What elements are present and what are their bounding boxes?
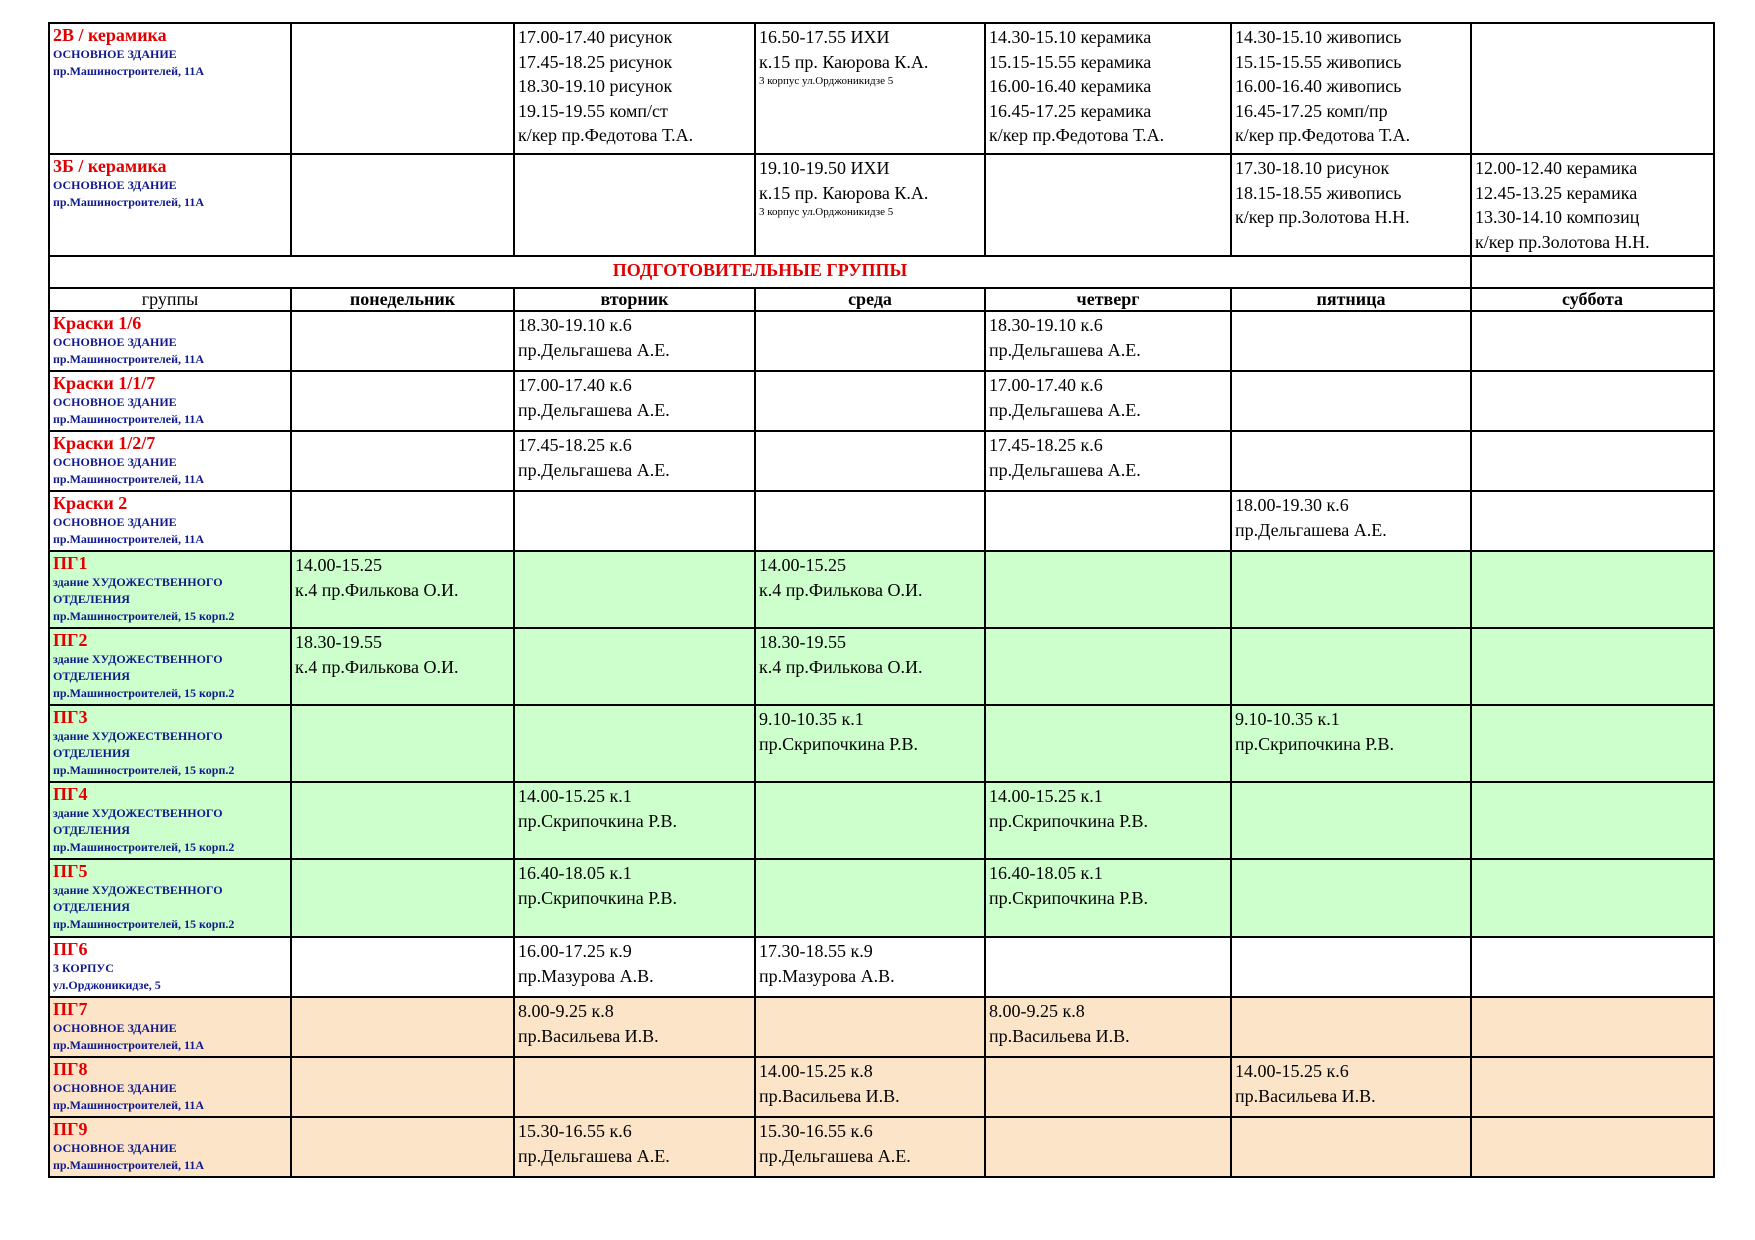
schedule-line: пр.Дельгашева А.Е. (518, 399, 670, 420)
group-building: здание ХУДОЖЕСТВЕННОГО ОТДЕЛЕНИЯ (53, 729, 223, 760)
schedule-line: 17.45-18.25 рисунок (518, 51, 673, 72)
schedule-cell (1471, 551, 1714, 628)
table-row (49, 491, 1714, 551)
schedule-cell (1231, 551, 1471, 628)
schedule-line: 13.30-14.10 композиц (1475, 207, 1640, 227)
group-name: Краски 1/1/7 (53, 373, 156, 393)
schedule-cell (1231, 311, 1471, 371)
group-building: ОСНОВНОЕ ЗДАНИЕ (53, 47, 177, 61)
group-name: Краски 2 (53, 493, 128, 513)
schedule-line: пр.Дельгашева А.Е. (518, 459, 670, 480)
schedule-line: пр.Скрипочкина Р.В. (989, 810, 1149, 831)
group-address: пр.Машиностроителей, 15 корп.2 (53, 609, 235, 623)
group-address: ул.Орджоникидзе, 5 (53, 978, 161, 992)
schedule-line: 15.15-15.55 живопись (1235, 51, 1402, 72)
schedule-table (48, 22, 1715, 1178)
schedule-line: 16.00-17.25 к.9 (518, 941, 632, 961)
schedule-cell (1231, 782, 1471, 859)
schedule-line: 14.00-15.25 к.1 (518, 786, 632, 806)
schedule-line: пр.Васильева И.В. (989, 1025, 1130, 1046)
schedule-cell (1471, 1057, 1714, 1117)
schedule-line: 14.30-15.10 керамика (989, 27, 1152, 47)
schedule-line: 15.30-16.55 к.6 (759, 1121, 873, 1141)
schedule-cell (1471, 705, 1714, 782)
group-building: ОСНОВНОЕ ЗДАНИЕ (53, 178, 177, 192)
group-cell (49, 1117, 291, 1177)
group-address: пр.Машиностроителей, 11А (53, 412, 205, 426)
group-address: пр.Машиностроителей, 11А (53, 1158, 205, 1172)
schedule-cell (755, 705, 985, 782)
schedule-cell (755, 859, 985, 937)
schedule-line: 17.00-17.40 к.6 (518, 375, 632, 395)
section-empty-cell (1471, 256, 1714, 288)
group-building: здание ХУДОЖЕСТВЕННОГО ОТДЕЛЕНИЯ (53, 806, 223, 837)
header-fri: пятница (1231, 288, 1471, 311)
schedule-cell (514, 1057, 755, 1117)
schedule-cell (1231, 431, 1471, 491)
schedule-cell (755, 371, 985, 431)
schedule-cell (514, 154, 755, 256)
schedule-cell (514, 1117, 755, 1177)
table-row (49, 1057, 1714, 1117)
schedule-line: 8.00-9.25 к.8 (989, 1001, 1085, 1021)
schedule-line: 16.40-18.05 к.1 (989, 863, 1103, 883)
schedule-line: пр.Дельгашева А.Е. (1235, 519, 1387, 540)
schedule-note: 3 корпус ул.Орджоникидзе 5 (759, 206, 894, 218)
schedule-line: 14.00-15.25 к.6 (1235, 1061, 1349, 1081)
schedule-line: 17.00-17.40 рисунок (518, 27, 673, 47)
schedule-cell (291, 1057, 514, 1117)
schedule-line: 18.30-19.55 (295, 632, 382, 652)
group-address: пр.Машиностроителей, 11А (53, 64, 205, 78)
group-cell (49, 997, 291, 1057)
schedule-cell (755, 23, 985, 154)
schedule-line: 15.15-15.55 керамика (989, 51, 1152, 72)
schedule-cell (985, 431, 1231, 491)
group-name: ПГ4 (53, 784, 88, 804)
schedule-cell (1471, 859, 1714, 937)
schedule-cell (514, 937, 755, 997)
group-cell (49, 311, 291, 371)
group-address: пр.Машиностроителей, 15 корп.2 (53, 840, 235, 854)
group-building: ОСНОВНОЕ ЗДАНИЕ (53, 335, 177, 349)
schedule-cell (291, 371, 514, 431)
schedule-line: пр.Васильева И.В. (759, 1085, 900, 1106)
schedule-line: 12.45-13.25 керамика (1475, 182, 1638, 203)
group-building: ОСНОВНОЕ ЗДАНИЕ (53, 1141, 177, 1155)
schedule-cell (1471, 311, 1714, 371)
schedule-line: пр.Скрипочкина Р.В. (518, 810, 678, 831)
schedule-line: к/кер пр.Федотова Т.А. (518, 125, 694, 145)
schedule-cell (1471, 431, 1714, 491)
schedule-cell (1471, 628, 1714, 705)
schedule-line: 19.15-19.55 комп/ст (518, 100, 668, 121)
schedule-line: 9.10-10.35 к.1 (759, 709, 864, 729)
schedule-line: пр.Мазурова А.В. (518, 965, 654, 986)
group-name: 2В / керамика (53, 25, 167, 45)
schedule-line: 16.45-17.25 комп/пр (1235, 100, 1388, 121)
schedule-line: пр.Дельгашева А.Е. (518, 1145, 670, 1166)
schedule-cell (985, 491, 1231, 551)
schedule-cell (1471, 371, 1714, 431)
schedule-line: к.4 пр.Филькова О.И. (295, 656, 459, 677)
table-row (49, 311, 1714, 371)
group-building: здание ХУДОЖЕСТВЕННОГО ОТДЕЛЕНИЯ (53, 652, 223, 683)
schedule-line: 17.45-18.25 к.6 (989, 435, 1103, 455)
schedule-cell (291, 937, 514, 997)
schedule-cell (755, 551, 985, 628)
schedule-cell (1471, 782, 1714, 859)
group-address: пр.Машиностроителей, 11А (53, 472, 205, 486)
schedule-cell (1231, 937, 1471, 997)
group-cell (49, 23, 291, 154)
schedule-line: пр.Дельгашева А.Е. (989, 459, 1141, 480)
header-sat: суббота (1471, 288, 1714, 311)
group-building: здание ХУДОЖЕСТВЕННОГО ОТДЕЛЕНИЯ (53, 883, 223, 914)
schedule-line: 16.40-18.05 к.1 (518, 863, 632, 883)
schedule-cell (291, 705, 514, 782)
schedule-line: 17.30-18.55 к.9 (759, 941, 873, 961)
table-row (49, 859, 1714, 937)
schedule-cell (985, 371, 1231, 431)
schedule-cell (985, 1057, 1231, 1117)
schedule-line: 14.00-15.25 к.8 (759, 1061, 873, 1081)
group-building: ОСНОВНОЕ ЗДАНИЕ (53, 515, 177, 529)
schedule-cell (514, 628, 755, 705)
group-cell (49, 371, 291, 431)
group-building: ОСНОВНОЕ ЗДАНИЕ (53, 1021, 177, 1035)
schedule-cell (514, 491, 755, 551)
schedule-body (49, 23, 1714, 1177)
group-name: Краски 1/6 (53, 313, 142, 333)
schedule-cell (985, 628, 1231, 705)
schedule-cell (985, 997, 1231, 1057)
schedule-line: 18.30-19.10 к.6 (989, 315, 1103, 335)
schedule-line: 8.00-9.25 к.8 (518, 1001, 614, 1021)
schedule-cell (1471, 23, 1714, 154)
schedule-cell (1231, 23, 1471, 154)
schedule-line: 15.30-16.55 к.6 (518, 1121, 632, 1141)
table-row (49, 705, 1714, 782)
header-row (49, 288, 1714, 311)
group-address: пр.Машиностроителей, 11А (53, 1098, 205, 1112)
schedule-line: 17.30-18.10 рисунок (1235, 158, 1390, 178)
schedule-cell (291, 551, 514, 628)
schedule-cell (291, 628, 514, 705)
schedule-line: к.4 пр.Филькова О.И. (759, 579, 923, 600)
group-address: пр.Машиностроителей, 11А (53, 195, 205, 209)
group-address: пр.Машиностроителей, 11А (53, 352, 205, 366)
schedule-cell (985, 859, 1231, 937)
table-row (49, 154, 1714, 256)
schedule-line: 9.10-10.35 к.1 (1235, 709, 1340, 729)
schedule-cell (1231, 371, 1471, 431)
schedule-line: пр.Мазурова А.В. (759, 965, 895, 986)
schedule-cell (985, 782, 1231, 859)
table-row (49, 371, 1714, 431)
schedule-cell (1231, 705, 1471, 782)
schedule-line: пр.Дельгашева А.Е. (989, 339, 1141, 360)
group-name: ПГ9 (53, 1119, 88, 1139)
table-row (49, 431, 1714, 491)
schedule-line: 16.45-17.25 керамика (989, 100, 1152, 121)
schedule-cell (755, 431, 985, 491)
schedule-cell (1231, 491, 1471, 551)
section-cell (49, 256, 1471, 288)
schedule-cell (291, 311, 514, 371)
schedule-cell (291, 997, 514, 1057)
header-wed: среда (755, 288, 985, 311)
schedule-cell (291, 431, 514, 491)
schedule-cell (755, 491, 985, 551)
schedule-line: к.15 пр. Каюрова К.А. (759, 51, 929, 72)
group-name: ПГ7 (53, 999, 88, 1019)
schedule-cell (1231, 628, 1471, 705)
schedule-line: пр.Скрипочкина Р.В. (989, 887, 1149, 908)
table-row (49, 628, 1714, 705)
schedule-cell (514, 311, 755, 371)
schedule-line: 14.00-15.25 к.1 (989, 786, 1103, 806)
schedule-line: 14.00-15.25 (295, 555, 382, 575)
schedule-cell (755, 997, 985, 1057)
group-building: ОСНОВНОЕ ЗДАНИЕ (53, 455, 177, 469)
schedule-cell (1231, 859, 1471, 937)
schedule-cell (1471, 937, 1714, 997)
group-address: пр.Машиностроителей, 11А (53, 532, 205, 546)
header-thu: четверг (985, 288, 1231, 311)
group-building: 3 КОРПУС (53, 961, 114, 975)
group-cell (49, 154, 291, 256)
schedule-line: 16.00-16.40 живопись (1235, 76, 1402, 96)
schedule-cell (985, 551, 1231, 628)
section-row (49, 256, 1714, 288)
schedule-line: 14.00-15.25 (759, 555, 846, 575)
schedule-line: к.4 пр.Филькова О.И. (759, 656, 923, 677)
schedule-line: 17.45-18.25 к.6 (518, 435, 632, 455)
group-name: 3Б / керамика (53, 156, 167, 176)
table-row (49, 997, 1714, 1057)
group-cell (49, 705, 291, 782)
group-building: ОСНОВНОЕ ЗДАНИЕ (53, 395, 177, 409)
schedule-cell (291, 491, 514, 551)
schedule-line: пр.Васильева И.В. (1235, 1085, 1376, 1106)
schedule-cell (985, 154, 1231, 256)
schedule-line: 18.30-19.55 (759, 632, 846, 652)
schedule-cell (514, 997, 755, 1057)
schedule-cell (514, 782, 755, 859)
schedule-cell (514, 551, 755, 628)
schedule-cell (514, 431, 755, 491)
schedule-line: пр.Скрипочкина Р.В. (1235, 733, 1395, 754)
group-address: пр.Машиностроителей, 15 корп.2 (53, 763, 235, 777)
header-mon: понедельник (291, 288, 514, 311)
table-row (49, 1117, 1714, 1177)
schedule-line: пр.Васильева И.В. (518, 1025, 659, 1046)
schedule-cell (1231, 997, 1471, 1057)
schedule-line: 16.50-17.55 ИХИ (759, 27, 890, 47)
table-row (49, 551, 1714, 628)
group-name: Краски 1/2/7 (53, 433, 156, 453)
schedule-cell (514, 705, 755, 782)
schedule-line: 17.00-17.40 к.6 (989, 375, 1103, 395)
schedule-line: к.15 пр. Каюрова К.А. (759, 182, 929, 203)
schedule-cell (755, 311, 985, 371)
header-groups: группы (49, 288, 291, 311)
schedule-cell (1471, 997, 1714, 1057)
group-address: пр.Машиностроителей, 15 корп.2 (53, 917, 235, 931)
section-title: ПОДГОТОВИТЕЛЬНЫЕ ГРУППЫ (612, 260, 908, 280)
schedule-cell (985, 23, 1231, 154)
group-cell (49, 551, 291, 628)
schedule-cell (514, 23, 755, 154)
schedule-cell (1471, 491, 1714, 551)
schedule-cell (291, 23, 514, 154)
group-building: здание ХУДОЖЕСТВЕННОГО ОТДЕЛЕНИЯ (53, 575, 223, 606)
schedule-line: 18.00-19.30 к.6 (1235, 495, 1349, 515)
schedule-line: к/кер пр.Федотова Т.А. (1235, 125, 1411, 145)
group-cell (49, 628, 291, 705)
schedule-line: пр.Скрипочкина Р.В. (518, 887, 678, 908)
group-cell (49, 782, 291, 859)
group-cell (49, 491, 291, 551)
group-name: ПГ5 (53, 861, 88, 881)
schedule-cell (985, 937, 1231, 997)
schedule-cell (1471, 154, 1714, 256)
schedule-cell (1231, 1057, 1471, 1117)
schedule-line: 16.00-16.40 керамика (989, 76, 1152, 96)
schedule-line: 18.30-19.10 рисунок (518, 76, 673, 96)
schedule-cell (985, 1117, 1231, 1177)
table-row (49, 937, 1714, 997)
group-cell (49, 431, 291, 491)
schedule-line: 14.30-15.10 живопись (1235, 27, 1402, 47)
schedule-cell (755, 628, 985, 705)
schedule-cell (514, 859, 755, 937)
group-name: ПГ1 (53, 553, 88, 573)
table-row (49, 23, 1714, 154)
schedule-line: пр.Дельгашева А.Е. (518, 339, 670, 360)
schedule-cell (985, 311, 1231, 371)
group-building: ОСНОВНОЕ ЗДАНИЕ (53, 1081, 177, 1095)
schedule-cell (755, 1117, 985, 1177)
group-address: пр.Машиностроителей, 11А (53, 1038, 205, 1052)
schedule-line: к/кер пр.Федотова Т.А. (989, 125, 1165, 145)
schedule-line: 12.00-12.40 керамика (1475, 158, 1638, 178)
schedule-line: пр.Скрипочкина Р.В. (759, 733, 919, 754)
group-address: пр.Машиностроителей, 15 корп.2 (53, 686, 235, 700)
schedule-cell (755, 154, 985, 256)
schedule-cell (291, 782, 514, 859)
schedule-cell (755, 937, 985, 997)
schedule-cell (1231, 1117, 1471, 1177)
schedule-line: 19.10-19.50 ИХИ (759, 158, 890, 178)
table-row (49, 782, 1714, 859)
schedule-cell (514, 371, 755, 431)
group-cell (49, 937, 291, 997)
schedule-cell (1231, 154, 1471, 256)
schedule-cell (755, 1057, 985, 1117)
header-tue: вторник (514, 288, 755, 311)
group-name: ПГ2 (53, 630, 88, 650)
group-name: ПГ6 (53, 939, 88, 959)
schedule-note: 3 корпус ул.Орджоникидзе 5 (759, 75, 894, 87)
schedule-line: пр.Дельгашева А.Е. (759, 1145, 911, 1166)
schedule-cell (291, 1117, 514, 1177)
group-name: ПГ3 (53, 707, 88, 727)
schedule-cell (291, 154, 514, 256)
schedule-line: 18.15-18.55 живопись (1235, 182, 1402, 203)
schedule-line: к/кер пр.Золотова Н.Н. (1475, 231, 1650, 252)
schedule-line: пр.Дельгашева А.Е. (989, 399, 1141, 420)
schedule-cell (755, 782, 985, 859)
schedule-cell (985, 705, 1231, 782)
group-cell (49, 1057, 291, 1117)
group-name: ПГ8 (53, 1059, 88, 1079)
schedule-line: 18.30-19.10 к.6 (518, 315, 632, 335)
group-cell (49, 859, 291, 937)
schedule-cell (1471, 1117, 1714, 1177)
schedule-line: к.4 пр.Филькова О.И. (295, 579, 459, 600)
schedule-cell (291, 859, 514, 937)
schedule-line: к/кер пр.Золотова Н.Н. (1235, 207, 1410, 227)
